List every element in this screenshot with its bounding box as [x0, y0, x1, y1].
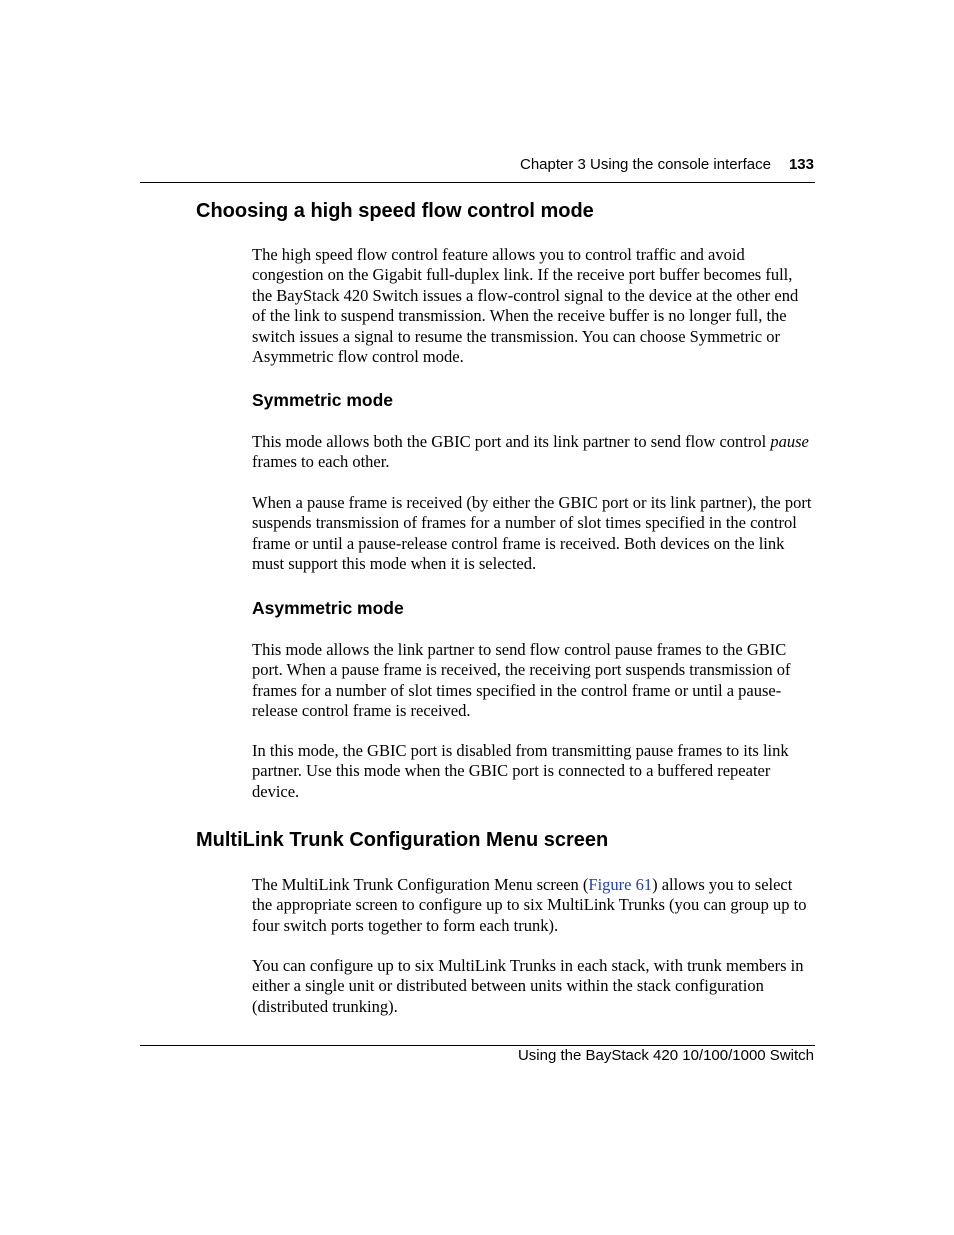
page-header — [140, 156, 814, 176]
symmetric-paragraph-1: This mode allows both the GBIC port and its link partner to send flow control pause frames to each other. — [252, 432, 809, 472]
pause-term: pause — [770, 432, 809, 451]
heading-flow-control: Choosing a high speed flow control mode — [196, 200, 594, 222]
multilink-paragraph-1: The MultiLink Trunk Configuration Menu screen (Figure 61) allows you to select the appropriate screen to configure up to six MultiLink Trunks (you can group up to four switch ports together to form each trunk). — [252, 875, 807, 935]
symmetric-paragraph-2: When a pause frame is received (by either the GBIC port or its link partner), the port suspends transmission of frames for a number of slot times specified in the control frame or until a pause-release control frame is received. Both devices on the link must support this mode when it is selected. — [252, 493, 812, 574]
figure-61-link[interactable]: Figure 61 — [588, 875, 653, 894]
footer-rule — [140, 1045, 815, 1046]
heading-multilink-trunk: MultiLink Trunk Configuration Menu screen — [196, 829, 609, 851]
asymmetric-paragraph-1: This mode allows the link partner to send flow control pause frames to the GBIC port. When a pause frame is received, the receiving port suspends transmission of frames for a number of slot times specified in the control frame or until a pause-release control frame is received. — [252, 640, 791, 721]
asymmetric-paragraph-2: In this mode, the GBIC port is disabled from transmitting pause frames to its link partner. Use this mode when the GBIC port is connected to a buffered repeater device. — [252, 741, 789, 801]
page-number: 133 — [788, 156, 814, 173]
chapter-title: Chapter 3 Using the console interface — [519, 156, 771, 173]
heading-symmetric-mode: Symmetric mode — [252, 390, 394, 410]
multilink-paragraph-2: You can configure up to six MultiLink Trunks in each stack, with trunk members in either a single unit or distributed between units within the stack configuration (distributed trunking). — [252, 956, 804, 1016]
flow-control-intro: The high speed flow control feature allows you to control traffic and avoid congestion on the Gigabit full-duplex link. If the receive port buffer becomes full, the BayStack 420 Switch issues a flow-control signal to the device at the other end of the link to suspend transmission. When the receive buffer is no longer full, the switch issues a signal to resume the transmission. You can choose Symmetric or Asymmetric flow control mode. — [252, 245, 799, 367]
header-rule — [140, 182, 815, 183]
heading-asymmetric-mode: Asymmetric mode — [252, 598, 404, 618]
footer-title: Using the BayStack 420 10/100/1000 Switch — [517, 1047, 814, 1064]
